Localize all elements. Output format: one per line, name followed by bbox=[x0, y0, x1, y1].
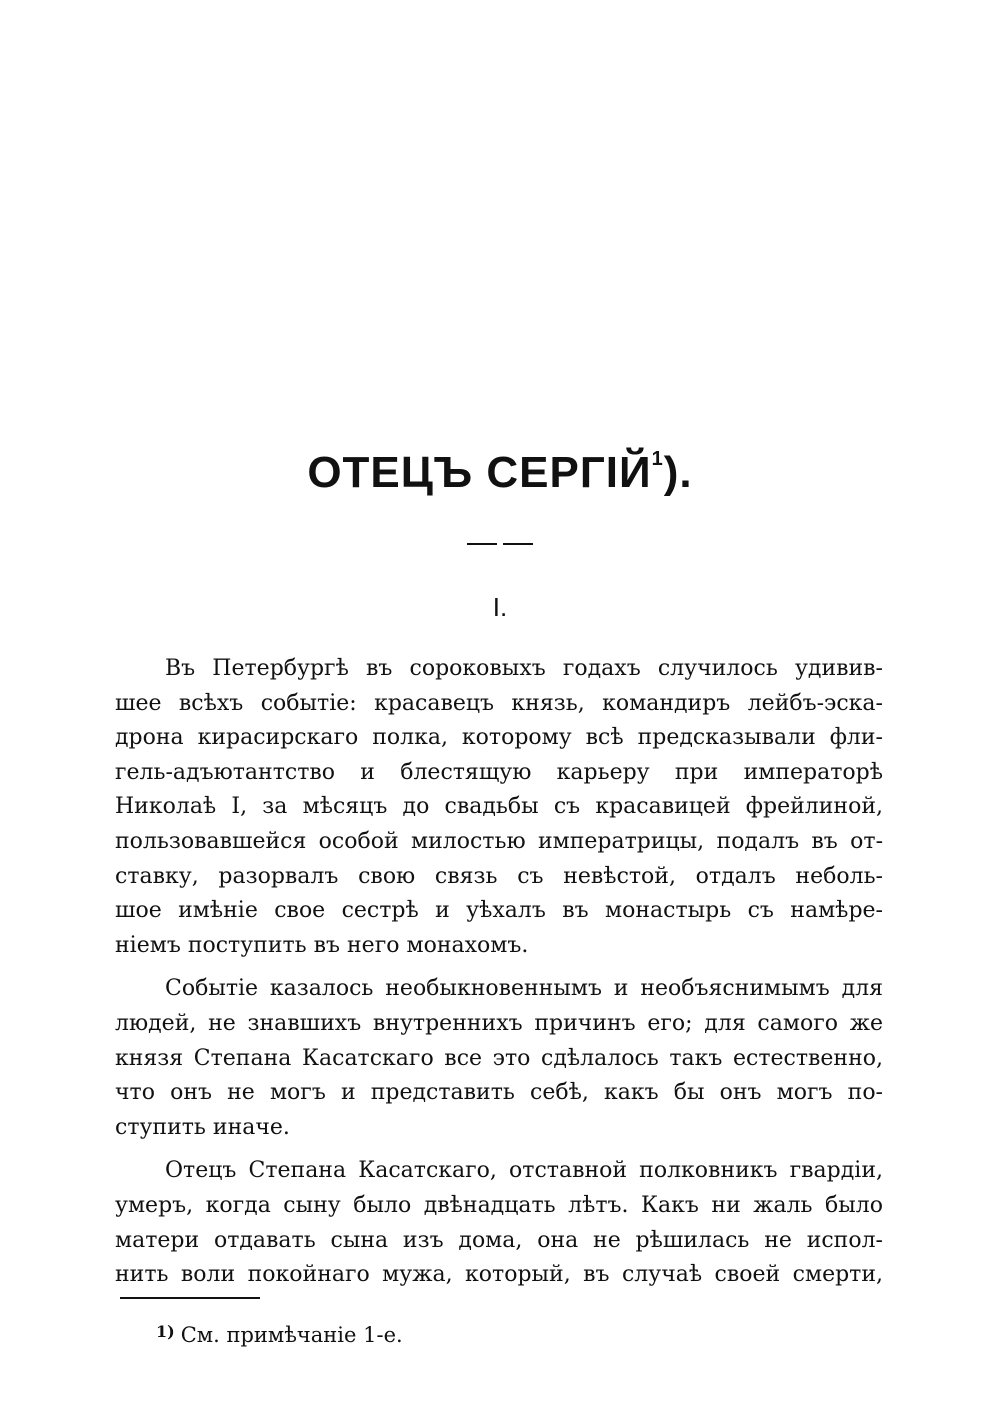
footnote-marker: 1) bbox=[156, 1322, 175, 1341]
paragraph bbox=[115, 652, 883, 963]
chapter-number: I. bbox=[492, 592, 508, 622]
text-line: пользовавшейся особой милостью императрицы, подалъ въ от- bbox=[115, 828, 883, 854]
title-text: ОТЕЦЪ СЕРГІЙ bbox=[307, 448, 652, 497]
text-line: ніемъ поступить въ него монахомъ. bbox=[115, 932, 529, 958]
title-paren: ). bbox=[663, 448, 693, 497]
footnote bbox=[156, 1322, 403, 1347]
text-line: Въ Петербургѣ въ сороковыхъ годахъ случилось удивив- bbox=[165, 656, 883, 681]
separator-dash-left bbox=[467, 543, 497, 545]
text-line: шее всѣхъ событіе: красавецъ князь, командиръ лейбъ-эска- bbox=[115, 690, 883, 716]
text-line: дрона кирасирскаго полка, которому всѣ предсказывали фли- bbox=[115, 725, 883, 751]
title-footnote-marker: 1 bbox=[651, 448, 664, 470]
text-line: ступить иначе. bbox=[115, 1114, 290, 1140]
footnote-text: См. примѣчаніе 1-е. bbox=[180, 1323, 403, 1347]
text-line: Николаѣ I, за мѣсяцъ до свадьбы съ красавицей фрейлиной, bbox=[115, 794, 883, 820]
footnote-rule bbox=[120, 1297, 260, 1299]
body-text bbox=[115, 652, 883, 1293]
text-line: ставку, разорвалъ свою связь съ невѣстой, отдалъ неболь- bbox=[115, 863, 883, 889]
paragraph bbox=[115, 972, 883, 1145]
separator-dash-right bbox=[503, 543, 533, 545]
paragraph bbox=[115, 1154, 883, 1292]
text-line: людей, не знавшихъ внутреннихъ причинъ его; для самого же bbox=[115, 1010, 883, 1036]
text-line: умеръ, когда сыну было двѣнадцать лѣтъ. Какъ ни жаль было bbox=[115, 1192, 883, 1218]
text-line: матери отдавать сына изъ дома, она не рѣшилась не испол- bbox=[115, 1227, 883, 1253]
text-line: князя Степана Касатскаго все это сдѣлалось такъ естественно, bbox=[115, 1045, 883, 1071]
text-line: нить воли покойнаго мужа, который, въ случаѣ своей смерти, bbox=[115, 1262, 883, 1288]
page-title bbox=[0, 448, 1000, 498]
text-line: что онъ не могъ и представить себѣ, какъ бы онъ могъ по- bbox=[115, 1080, 883, 1106]
text-line: шое имѣніе свое сестрѣ и уѣхалъ въ монастырь съ намѣре- bbox=[115, 898, 883, 924]
text-line: Отецъ Степана Касатскаго, отставной полковникъ гвардіи, bbox=[165, 1158, 883, 1184]
text-line: гель-адъютантство и блестящую карьеру при императорѣ bbox=[115, 759, 883, 785]
text-line: Событіе казалось необыкновеннымъ и необъяснимымъ для bbox=[165, 976, 883, 1002]
